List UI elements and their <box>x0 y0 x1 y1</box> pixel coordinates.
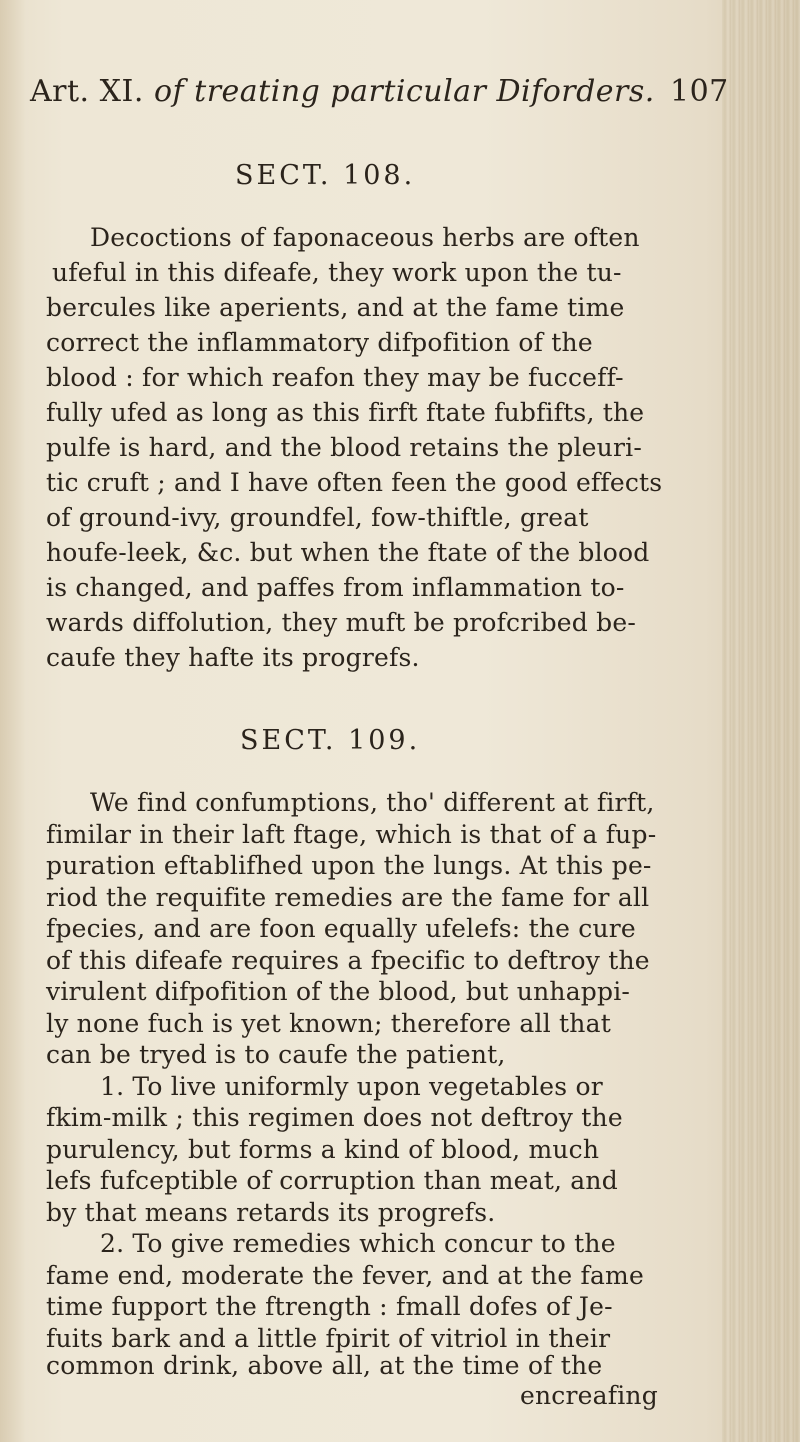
text-line: correct the inflammatory difpofition of the <box>46 328 593 357</box>
text-line: of this difeafe requires a fpecific to deftroy the <box>46 945 650 975</box>
text-line: riod the requifite remedies are the fame for all <box>46 882 650 912</box>
section-heading-108: SECT. 108. <box>235 160 416 191</box>
text-line: 2. To give remedies which concur to the <box>100 1229 616 1258</box>
text-line: fkim-milk ; this regimen does not deftroy the <box>46 1103 623 1132</box>
text-line: common drink, above all, at the time of the <box>46 1351 603 1380</box>
text-line: purulency, but forms a kind of blood, much <box>46 1134 600 1164</box>
text-line: wards diffolution, they muft be profcribed be- <box>46 608 636 637</box>
text-line: tic cruft ; and I have often feen the good effects <box>46 468 663 497</box>
text-line: can be tryed is to caufe the patient, <box>46 1040 506 1069</box>
running-header <box>30 74 729 109</box>
section-heading-109: SECT. 109. <box>240 725 421 756</box>
catchword: encreafing <box>520 1381 658 1410</box>
text-line: lefs fufceptible of corruption than meat, and <box>46 1166 618 1195</box>
text-line: fuits bark and a little fpirit of vitriol in their <box>46 1323 611 1353</box>
page-gutter-shadow <box>0 0 26 1442</box>
text-line: time fupport the ftrength : fmall dofes of Je- <box>46 1292 613 1321</box>
text-line: puration eftablifhed upon the lungs. At this pe- <box>46 851 652 880</box>
page-edge-stack <box>722 0 800 1442</box>
text-line: bercules like aperients, and at the fame time <box>46 293 625 322</box>
text-line: 1. To live uniformly upon vegetables or <box>100 1071 603 1101</box>
text-line: by that means retards its progrefs. <box>46 1197 496 1227</box>
text-line: fame end, moderate the fever, and at the fame <box>46 1260 644 1290</box>
page-number: 107 <box>670 74 729 109</box>
text-line: pulfe is hard, and the blood retains the pleuri- <box>46 433 642 462</box>
header-article: Art. XI. <box>30 74 144 109</box>
text-line: is changed, and paffes from inflammation to- <box>46 573 625 602</box>
text-line: We find confumptions, tho' different at firft, <box>90 788 655 817</box>
text-line: fully ufed as long as this firft ftate fubfifts, the <box>46 398 645 427</box>
text-line: virulent difpofition of the blood, but unhappi- <box>46 977 631 1006</box>
text-line: Decoctions of faponaceous herbs are often <box>90 223 640 252</box>
text-line: ufeful in this difeafe, they work upon the tu- <box>52 258 622 287</box>
text-line: fimilar in their laft ftage, which is that of a fup- <box>46 819 657 849</box>
text-line: houfe-leek, &c. but when the ftate of the blood <box>46 538 650 567</box>
text-line: ly none fuch is yet known; therefore all that <box>46 1008 611 1038</box>
text-line: caufe they hafte its progrefs. <box>46 643 420 672</box>
header-title: of treating particular Diforders. <box>153 74 655 109</box>
text-line: of ground-ivy, groundfel, fow-thiftle, great <box>46 503 589 532</box>
text-line: blood : for which reafon they may be fucceff- <box>46 363 624 392</box>
text-line: fpecies, and are foon equally ufelefs: the cure <box>46 914 636 943</box>
